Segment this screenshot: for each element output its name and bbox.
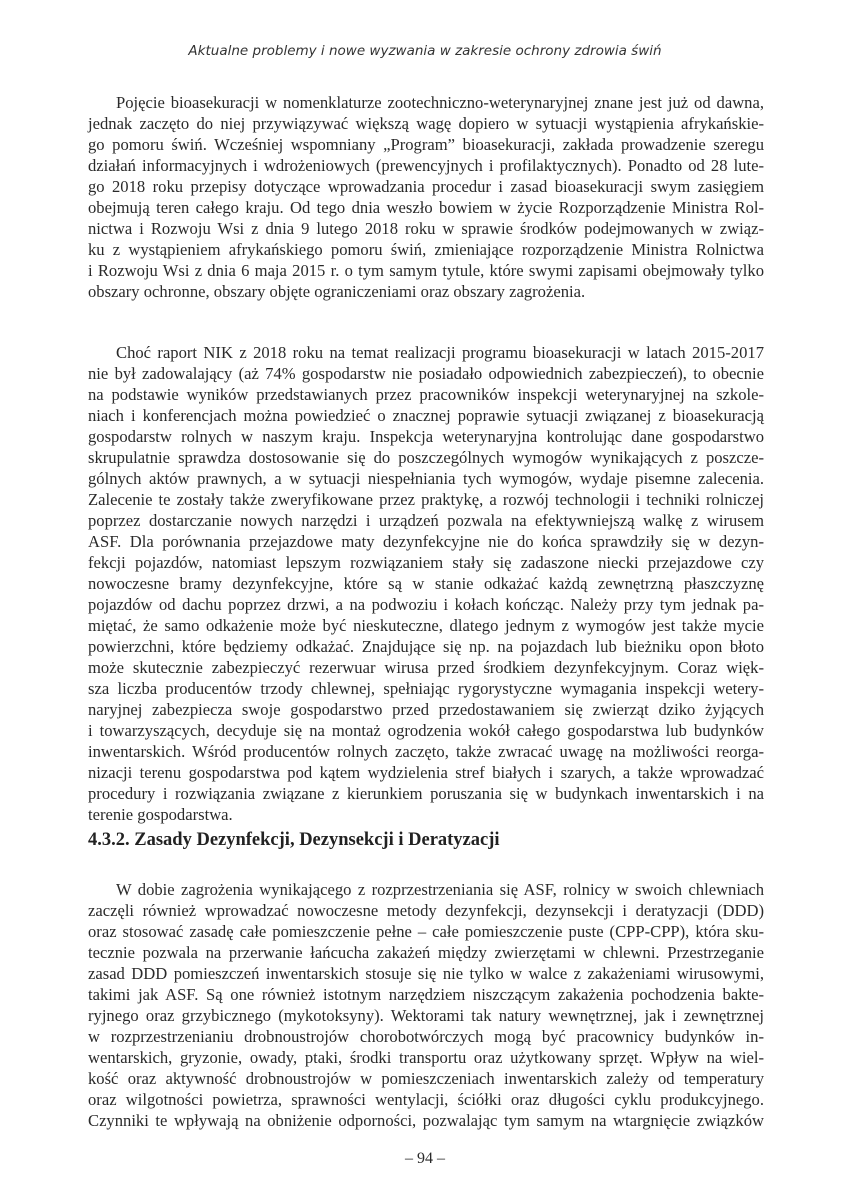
text-line: terenie gospodarstwa. [88,805,233,824]
text-line: gospodarstw rolnych w naszym kraju. Inspekcja weterynaryjna kontrolując dane gospodarstwo [88,427,764,446]
text-line: powierzchni, które będziemy odkażać. Znajdujące się np. na pojazdach lub bieżniku opon błoto [88,637,764,656]
text-line: pojazdów od dachu poprzez drzwi, a na podwoziu i kołach kończąc. Należy przy tym jednak pa- [88,595,764,614]
text-line: może skutecznie zabezpieczyć rezerwuar wirusa przed środkiem dezynfekcyjnym. Coraz więk- [88,658,764,677]
text-line: kość oraz aktywność drobnoustrojów w pomieszczeniach inwentarskich zależy od temperatury [88,1069,764,1088]
text-line: oraz stosować zasadę całe pomieszczenie pełne – całe pomieszczenie puste (CPP-CPP), która sku- [88,922,764,941]
text-line: wentarskich, gryzonie, owady, ptaki, środki transportu oraz użytkowany sprzęt. Wpływ na wiel- [88,1048,764,1067]
text-line: W dobie zagrożenia wynikającego z rozprzestrzeniania się ASF, rolnicy w swoich chlewniach [116,880,764,899]
text-line: obszary ochronne, obszary objęte ograniczeniami oraz obszary zagrożenia. [88,282,586,301]
text-line: skrupulatnie sprawdza dostosowanie się do poszczególnych wymogów wynikających z poszcze- [88,448,764,467]
paragraph-ddd [88,879,764,1131]
text-line: działań informacyjnych i wdrożeniowych (prewencyjnych i profilaktycznych). Ponadto od 28 lute- [88,156,764,175]
text-line: go 2018 roku przepisy dotyczące wprowadzania procedur i zasad bioasekuracji swym zasięgiem [88,177,764,196]
text-line: naryjnej zabezpiecza swoje gospodarstwo przed przedostawaniem się zwierząt dziko żyjących [88,700,764,719]
text-line: nizacji terenu gospodarstwa pod kątem wydzielenia stref białych i szarych, a także wprowadzać [88,763,764,782]
section-heading: 4.3.2. Zasady Dezynfekcji, Dezynsekcji i Deratyzacji [88,830,500,850]
text-line: tecznie pozwala na przerwanie łańcucha zakażeń między zwierzętami w chlewni. Przestrzeganie [88,943,764,962]
text-line: sza liczba producentów trzody chlewnej, spełniając rygorystyczne wymagania inspekcji wetery- [88,679,764,698]
text-line: niach i konferencjach można powiedzieć o znacznej poprawie sytuacji związanej z bioasekuracją [88,406,764,425]
text-line: ryjnego oraz grzybicznego (mykotoksyny). Wektorami tak natury wewnętrznej, jak i zewnętrznej [88,1006,764,1025]
text-line: Pojęcie bioasekuracji w nomenklaturze zootechniczno-weterynaryjnej znane jest już od dawna, [116,93,764,112]
text-line: w rozprzestrzenianiu drobnoustrojów chorobotwórczych mogą być pracownicy budynków in- [88,1027,764,1046]
text-line: poprzez dostarczanie nowych narzędzi i urządzeń pozwala na efektywniejszą walkę z wirusem [88,511,764,530]
text-line: Czynniki te wpływają na obniżenie odporności, pozwalając tym samym na wtargnięcie związków [88,1111,764,1130]
text-line: i Rozwoju Wsi z dnia 6 maja 2015 r. o tym samym tytule, które swymi zapisami obejmowały tylko [88,261,764,280]
text-line: obejmują teren całego kraju. Od tego dnia weszło bowiem w życie Rozporządzenie Ministra Rol- [88,198,764,217]
text-line: na podstawie wyników przedstawianych przez pracowników inspekcji weterynaryjnej na szkole- [88,385,764,404]
text-line: i towarzyszących, decyduje się na montaż ogrodzenia wokół całego gospodarstwa lub budynków [88,721,764,740]
text-line: nowoczesne bramy dezynfekcyjne, które są w stanie odkażać każdą zewnętrzną płaszczyznę [88,574,764,593]
text-line: zasad DDD pomieszczeń inwentarskich stosuje się nie tylko w walce z zakażeniami wirusowymi, [88,964,764,983]
text-line: jednak zaczęto do niej przywiązywać większą wagę dopiero w sytuacji wystąpienia afrykańskie- [88,114,764,133]
text-line: fekcji pojazdów, natomiast lepszym rozwiązaniem stały się zadaszone niecki przejazdowe czy [88,553,764,572]
text-line: oraz wilgotności powietrza, sprawności wentylacji, ściółki oraz długości cyklu produkcyjnego. [88,1090,764,1109]
page-number: – 94 – [405,1150,445,1167]
text-line: miętać, że samo odkażenie może być nieskuteczne, dlatego jednym z wymogów jest także mycie [88,616,764,635]
text-line: nie był zadowalający (aż 74% gospodarstw nie posiadało odpowiednich zabezpieczeń), to obecnie [88,364,764,383]
text-line: Zalecenie te zostały także zweryfikowane przez praktykę, a rozwój technologii i techniki rolniczej [88,490,764,509]
paragraph-nik-report [88,342,764,825]
running-header: Aktualne problemy i nowe wyzwania w zakresie ochrony zdrowia świń [188,43,662,59]
text-line: ASF. Dla porównania przejazdowe maty dezynfekcyjne nie do końca sprawdziły się w dezyn- [88,532,764,551]
text-line: nictwa i Rozwoju Wsi z dnia 9 lutego 2018 roku w sprawie środków podejmowanych w związ- [88,219,764,238]
text-line: Choć raport NIK z 2018 roku na temat realizacji programu bioasekuracji w latach 2015-2017 [116,343,764,362]
text-line: procedury i rozwiązania związane z kierunkiem poruszania się w budynkach inwentarskich i na [88,784,764,803]
paragraph-bioasekuracja [88,92,764,302]
text-line: inwentarskich. Wśród producentów rolnych zaczęto, także zwracać uwagę na możliwości reorga- [88,742,764,761]
text-line: ku z wystąpieniem afrykańskiego pomoru świń, zmieniające rozporządzenie Ministra Rolnictwa [88,240,764,259]
text-line: go pomoru świń. Wcześniej wspomniany „Program” bioasekuracji, zakłada prowadzenie szeregu [88,135,764,154]
text-line: takimi jak ASF. Są one również istotnym narzędziem niszczącym zakażenia pochodzenia bakte- [88,985,764,1004]
text-line: zaczęli również wprowadzać nowoczesne metody dezynfekcji, dezynsekcji i deratyzacji (DDD) [88,901,764,920]
text-line: gólnych aktów prawnych, a w sytuacji niespełniania tych wymogów, wydaje pisemne zalecenia. [88,469,764,488]
